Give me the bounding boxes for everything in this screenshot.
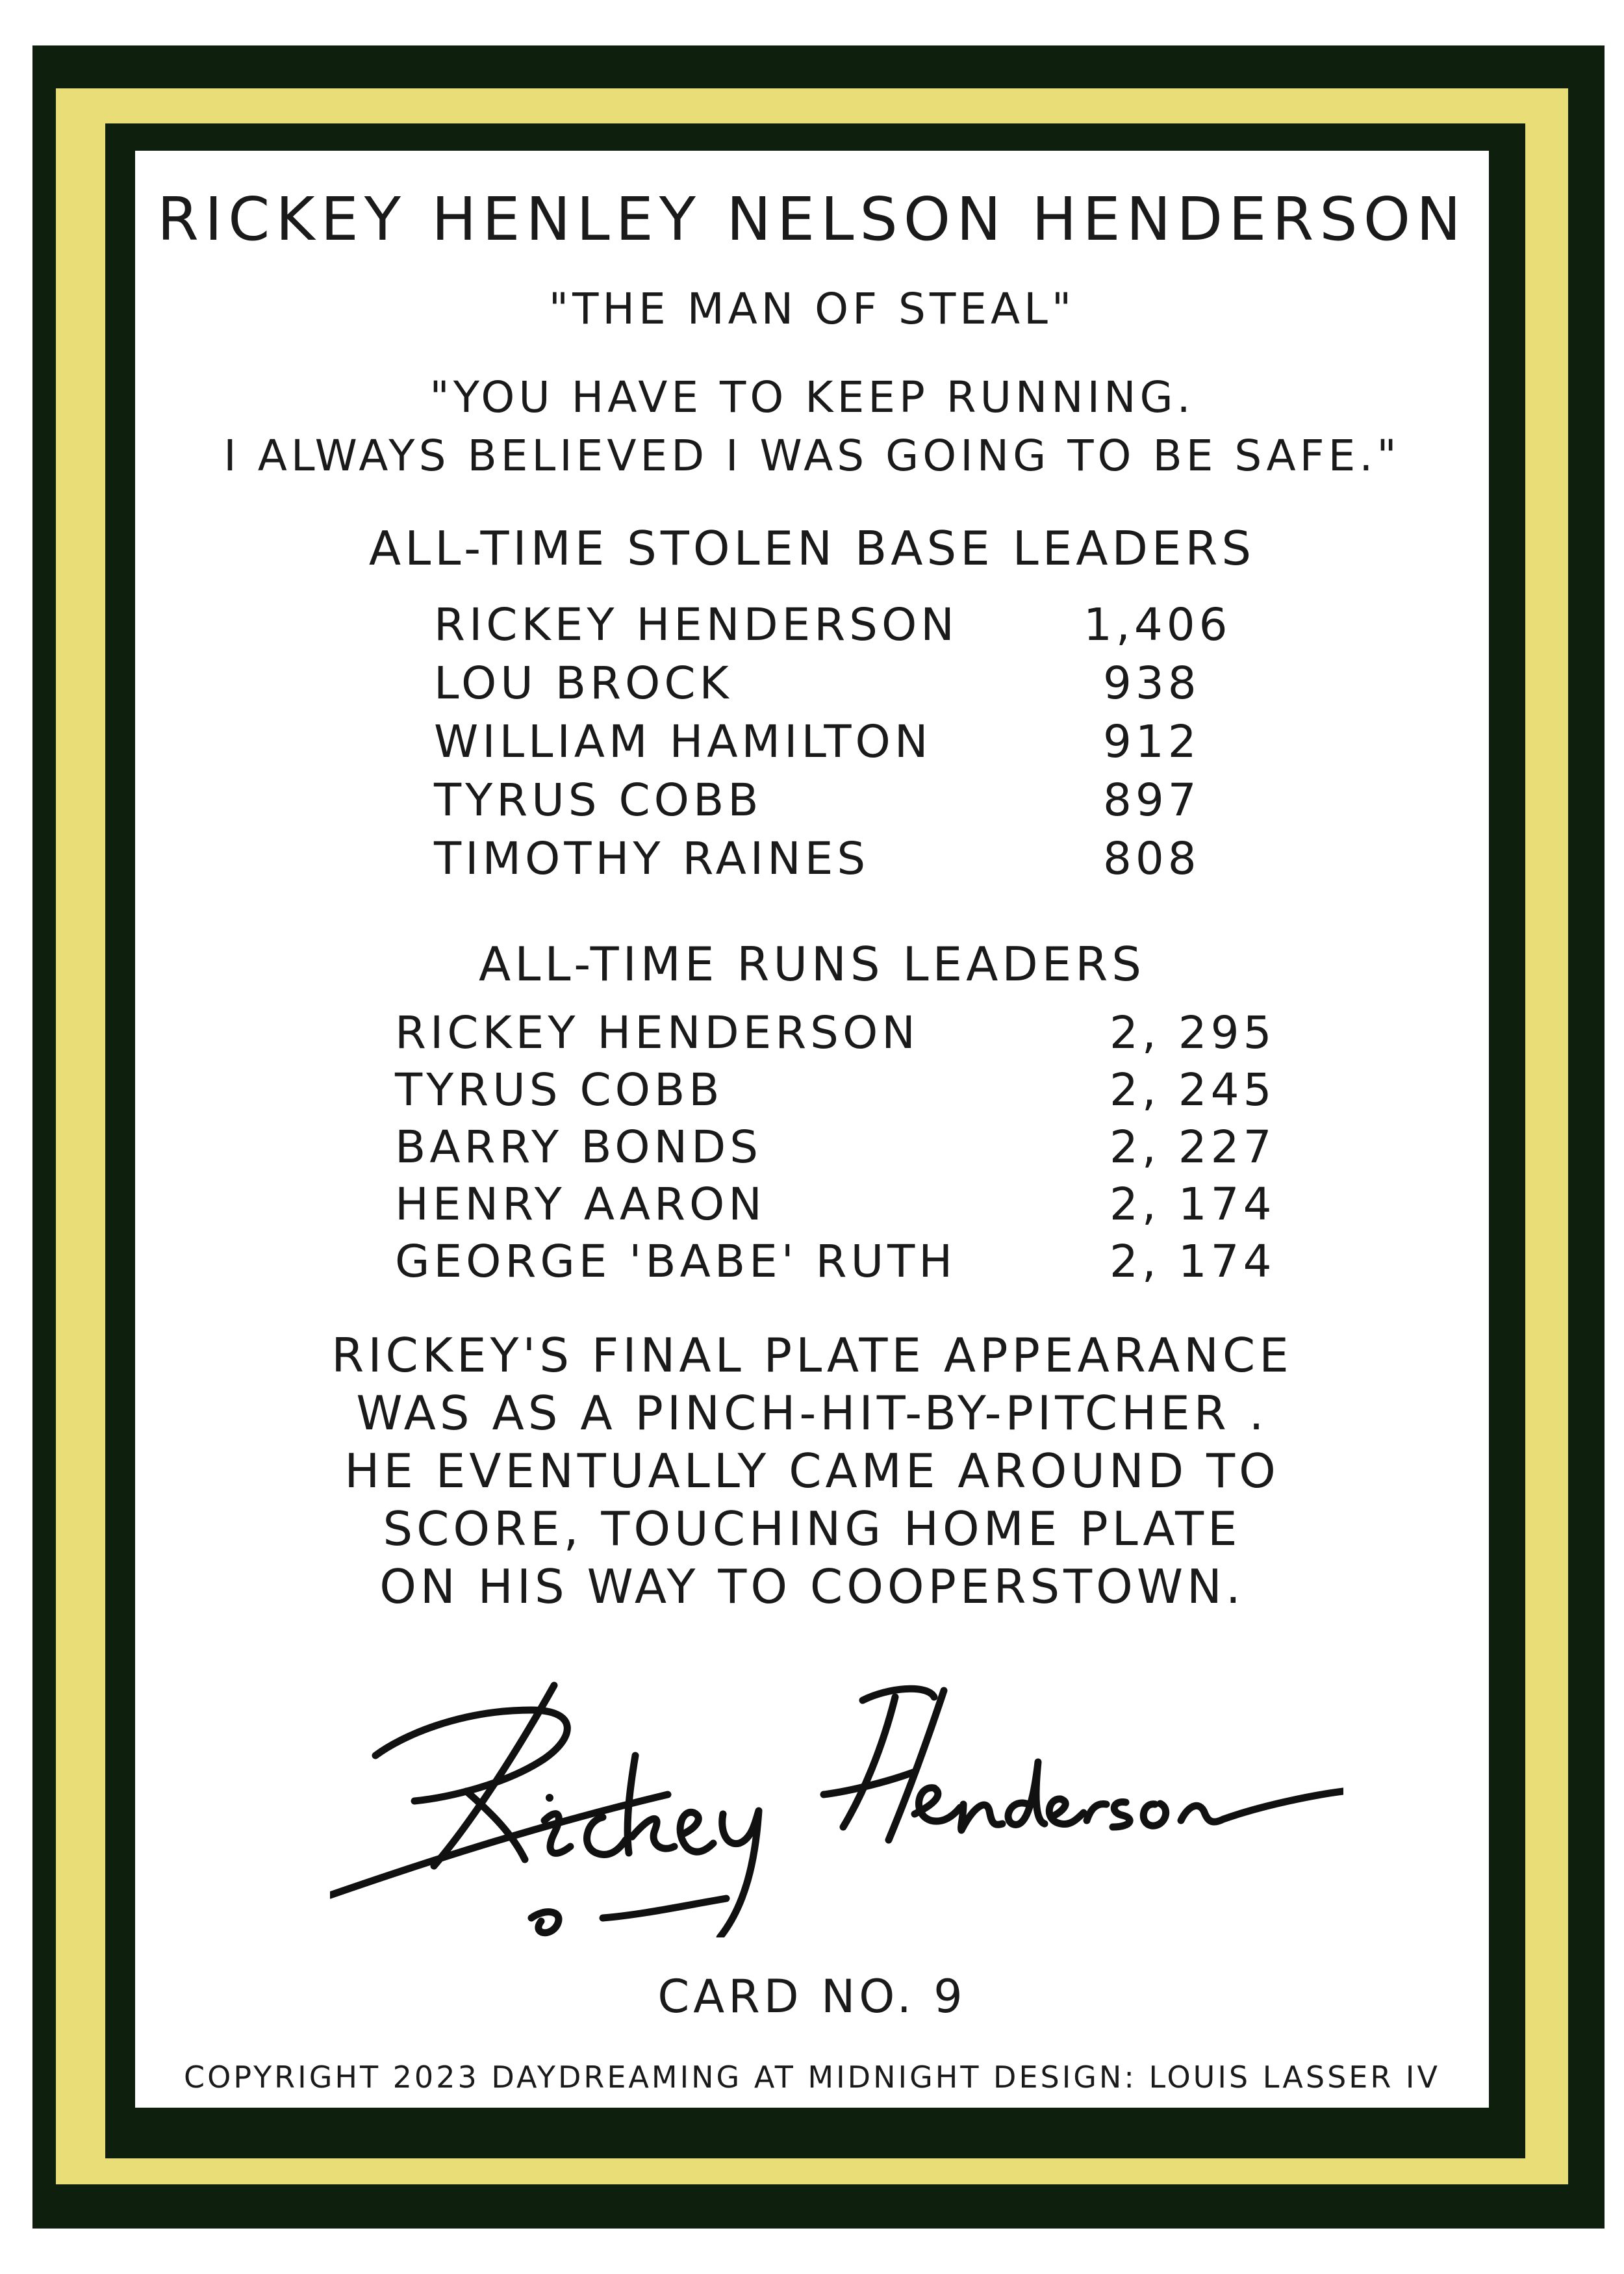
table-row (434, 716, 1200, 774)
card-back-panel (135, 151, 1489, 2108)
leader-name: TIMOTHY RAINES (434, 833, 870, 885)
leader-name: BARRY BONDS (395, 1121, 763, 1173)
copyright-line: COPYRIGHT 2023 DAYDREAMING AT MIDNIGHT DESIGN: LOUIS LASSER IV (184, 2060, 1440, 2095)
table-row (395, 1179, 1276, 1237)
quote-line: I ALWAYS BELIEVED I WAS GOING TO BE SAFE." (223, 431, 1401, 481)
player-signature (330, 1665, 1343, 1937)
runs-leaders-heading: ALL-TIME RUNS LEADERS (479, 937, 1145, 991)
table-row (434, 833, 1200, 891)
stolen-base-leaders-heading: ALL-TIME STOLEN BASE LEADERS (368, 521, 1256, 576)
leader-name: GEORGE 'BABE' RUTH (395, 1236, 957, 1288)
leader-name: WILLIAM HAMILTON (434, 716, 932, 768)
career-story (135, 1327, 1489, 1616)
table-row (434, 599, 1232, 658)
player-full-name: RICKEY HENLEY NELSON HENDERSON (157, 185, 1467, 254)
table-row (434, 774, 1200, 833)
story-line: HE EVENTUALLY CAME AROUND TO (344, 1444, 1280, 1498)
leader-value: 2, 174 (1110, 1179, 1276, 1231)
leader-value: 897 (1103, 774, 1200, 826)
table-row (395, 1064, 1276, 1123)
leader-value: 938 (1103, 658, 1200, 709)
player-nickname: "THE MAN OF STEAL" (548, 284, 1076, 334)
leader-name: TYRUS COBB (434, 774, 763, 826)
leader-name: TYRUS COBB (395, 1064, 724, 1116)
story-line: RICKEY'S FINAL PLATE APPEARANCE (331, 1328, 1293, 1383)
leader-value: 2, 227 (1110, 1121, 1276, 1173)
card-number: CARD NO. 9 (657, 1970, 967, 2023)
leader-value: 1,406 (1084, 599, 1232, 651)
player-quote (135, 368, 1489, 485)
leader-name: LOU BROCK (434, 658, 733, 709)
leader-value: 2, 295 (1110, 1007, 1276, 1059)
quote-line: "YOU HAVE TO KEEP RUNNING. (429, 372, 1195, 422)
story-line: WAS AS A PINCH-HIT-BY-PITCHER . (356, 1386, 1268, 1440)
leader-value: 2, 174 (1110, 1236, 1276, 1288)
table-row (395, 1007, 1276, 1066)
table-row (395, 1121, 1276, 1180)
story-line: ON HIS WAY TO COOPERSTOWN. (379, 1559, 1245, 1614)
leader-name: HENRY AARON (395, 1179, 766, 1231)
leader-value: 912 (1103, 716, 1200, 768)
table-row (395, 1236, 1276, 1294)
story-line: SCORE, TOUCHING HOME PLATE (383, 1501, 1241, 1556)
table-row (434, 658, 1200, 716)
leader-name: RICKEY HENDERSON (395, 1007, 919, 1059)
leader-value: 2, 245 (1110, 1064, 1276, 1116)
leader-value: 808 (1103, 833, 1200, 885)
leader-name: RICKEY HENDERSON (434, 599, 958, 651)
